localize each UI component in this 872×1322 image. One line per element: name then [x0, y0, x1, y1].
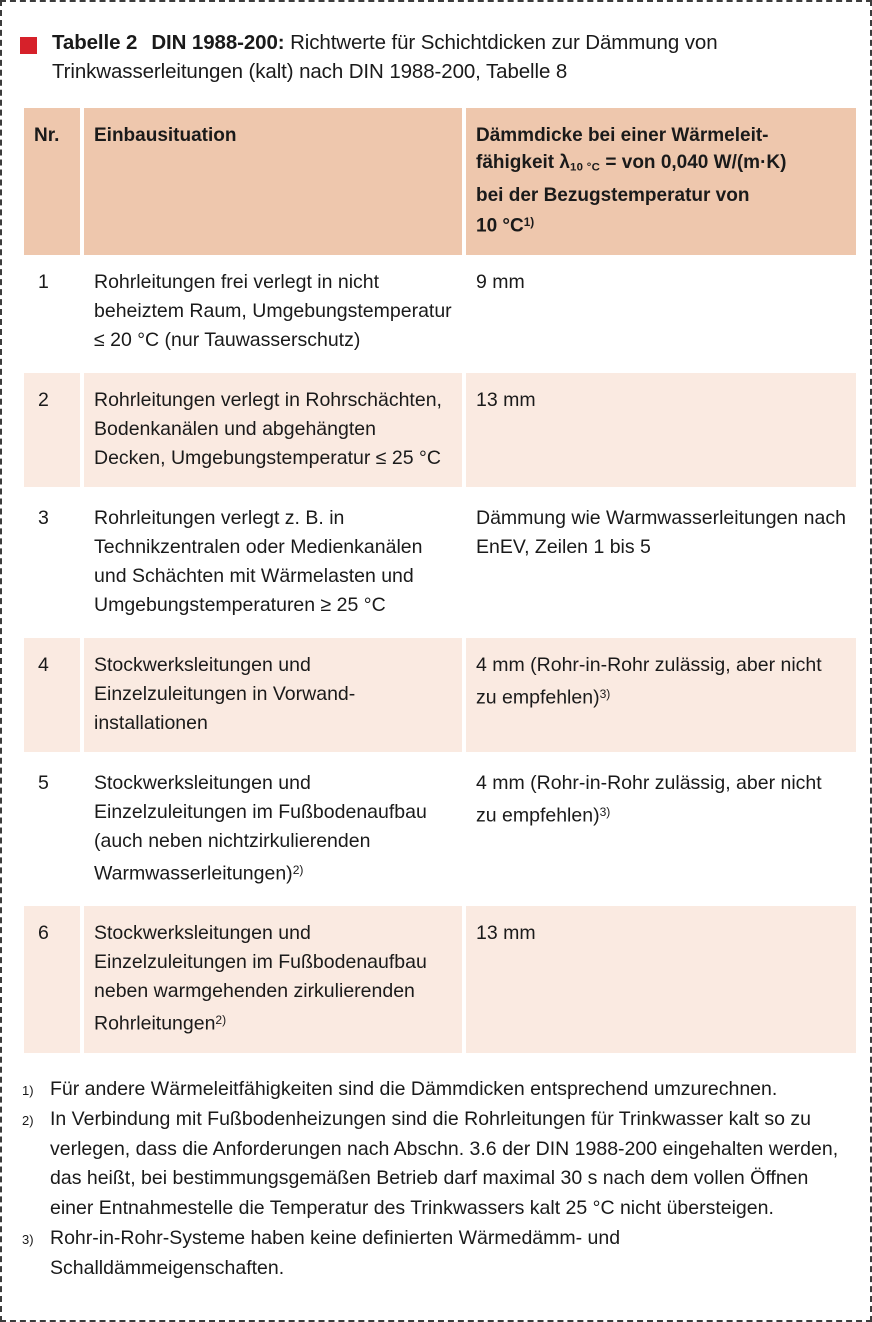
footnote-marker: 2)	[22, 1113, 34, 1129]
footnote-text: Für andere Wärmeleitfähigkeiten sind die Dämmdicken entsprechend umzurechnen.	[50, 1077, 778, 1100]
cell-nr: 5	[24, 756, 80, 902]
header-thickness-footnote-ref: 1)	[523, 215, 535, 229]
cell-situation	[84, 906, 462, 1052]
cell-thickness-text: 13 mm	[476, 388, 536, 411]
cell-situation	[84, 255, 462, 369]
caption-text	[52, 28, 848, 86]
cell-thickness-text: 9 mm	[476, 270, 525, 293]
red-square-marker-icon	[20, 37, 37, 54]
header-thickness-line2-pre: fähigkeit	[476, 152, 560, 173]
table-row	[24, 491, 856, 634]
cell-situation	[84, 756, 462, 902]
table-row	[24, 638, 856, 752]
table-row	[24, 255, 856, 369]
cell-thickness-text: 4 mm (Rohr-in-Rohr zulässig, aber nicht zu empfehlen)	[476, 771, 822, 827]
cell-situation	[84, 373, 462, 487]
cell-thickness	[466, 491, 856, 634]
cell-nr: 2	[24, 373, 80, 487]
caption-standard-label: DIN 1988-200:	[151, 31, 285, 54]
lambda-subscript: 10 °C	[569, 161, 601, 174]
cell-thickness-footnote-ref: 3)	[599, 804, 611, 819]
footnote-text: In Verbindung mit Fußbodenheizungen sind die Rohrleitungen für Trinkwasser kalt so zu verlegen, dass die Anforderungen nach Abschn. 3.6 der DIN 1988-200 eingehalten werden, das heißt, bei bestimmungsgemäßen Betrieb darf maximal 30 s nach dem vollen Öffnen einer Entnahmestelle die Temperatur des Trinkwassers kalt 25 °C nicht übersteigen.	[50, 1108, 839, 1219]
cell-situation-text: Rohrleitungen verlegt in Rohrschächten, Bodenkanälen und abgehängten Decken, Umgebungstemperatur ≤ 25 °C	[94, 388, 442, 469]
table-row	[24, 373, 856, 487]
cell-nr: 3	[24, 491, 80, 634]
header-row	[24, 108, 856, 255]
header-thickness-line1: Dämmdicke bei einer Wärmeleit-	[476, 125, 769, 146]
footnote	[22, 1105, 844, 1223]
footnote-marker: 1)	[22, 1082, 34, 1098]
cell-situation-text: Rohrleitungen verlegt z. B. in Technikzentralen oder Medienkanälen und Schächten mit Wärmelasten und Umgebungstemperaturen ≥ 25 °C	[94, 506, 423, 616]
cell-thickness	[466, 906, 856, 1052]
table-header	[24, 108, 856, 255]
header-thickness-line2-post: = von 0,040 W/(m·K)	[600, 152, 787, 173]
cell-thickness	[466, 756, 856, 902]
cell-situation-footnote-ref: 2)	[215, 1013, 227, 1028]
cell-situation-text: Stockwerksleitungen und Einzelzuleitungen in Vorwandinstallationen	[94, 653, 356, 734]
table-body	[24, 255, 856, 1053]
cell-thickness	[466, 255, 856, 369]
footnote-marker: 3)	[22, 1232, 34, 1248]
cell-thickness	[466, 638, 856, 752]
cell-situation-text: Rohrleitungen frei verlegt in nicht beheiztem Raum, Umgebungstemperatur ≤ 20 °C (nur Tauwasserschutz)	[94, 270, 452, 351]
cell-nr: 4	[24, 638, 80, 752]
cell-thickness-text: Dämmung wie Warmwasserleitungen nach EnEV, Zeilen 1 bis 5	[476, 506, 846, 558]
header-thickness-line3: bei der Bezugstemperatur von	[476, 184, 750, 206]
cell-situation-footnote-ref: 2)	[292, 862, 304, 877]
cell-thickness-text: 13 mm	[476, 922, 536, 945]
caption-description: Richtwerte für Schichtdicken zur Dämmung von Trinkwasserleitungen (kalt) nach DIN 1988-200, Tabelle 8	[52, 31, 718, 83]
header-thickness	[466, 108, 856, 255]
cell-situation	[84, 491, 462, 634]
cell-situation	[84, 638, 462, 752]
cell-thickness	[466, 373, 856, 487]
cell-situation-text: Stockwerksleitungen und Einzelzuleitungen im Fußbodenaufbau (auch neben nichtzirkulierenden Warmwasserleitungen)	[94, 771, 427, 885]
footnote	[22, 1075, 844, 1105]
table-row	[24, 906, 856, 1052]
footnotes-section	[2, 1053, 870, 1284]
lambda-symbol: λ	[559, 152, 570, 173]
header-nr: Nr.	[24, 108, 80, 255]
cell-nr: 1	[24, 255, 80, 369]
table-caption	[2, 2, 870, 86]
caption-table-label: Tabelle 2	[52, 31, 138, 54]
header-thickness-line4: 10 °C	[476, 214, 524, 236]
cell-situation-text: Stockwerksleitungen und Einzelzuleitungen im Fußbodenaufbau neben warmgehenden zirkulierenden Rohrleitungen	[94, 922, 427, 1035]
cell-thickness-text: 4 mm (Rohr-in-Rohr zulässig, aber nicht zu empfehlen)	[476, 653, 822, 709]
cell-thickness-footnote-ref: 3)	[599, 686, 611, 701]
header-situation: Einbausituation	[84, 108, 462, 255]
cell-nr: 6	[24, 906, 80, 1052]
table-row	[24, 756, 856, 902]
footnote	[22, 1224, 844, 1283]
table-container	[2, 108, 870, 1053]
footnote-text: Rohr-in-Rohr-Systeme haben keine definierten Wärmedämm- und Schalldämmeigenschaften.	[50, 1227, 621, 1279]
din-1988-200-table	[20, 108, 860, 1053]
